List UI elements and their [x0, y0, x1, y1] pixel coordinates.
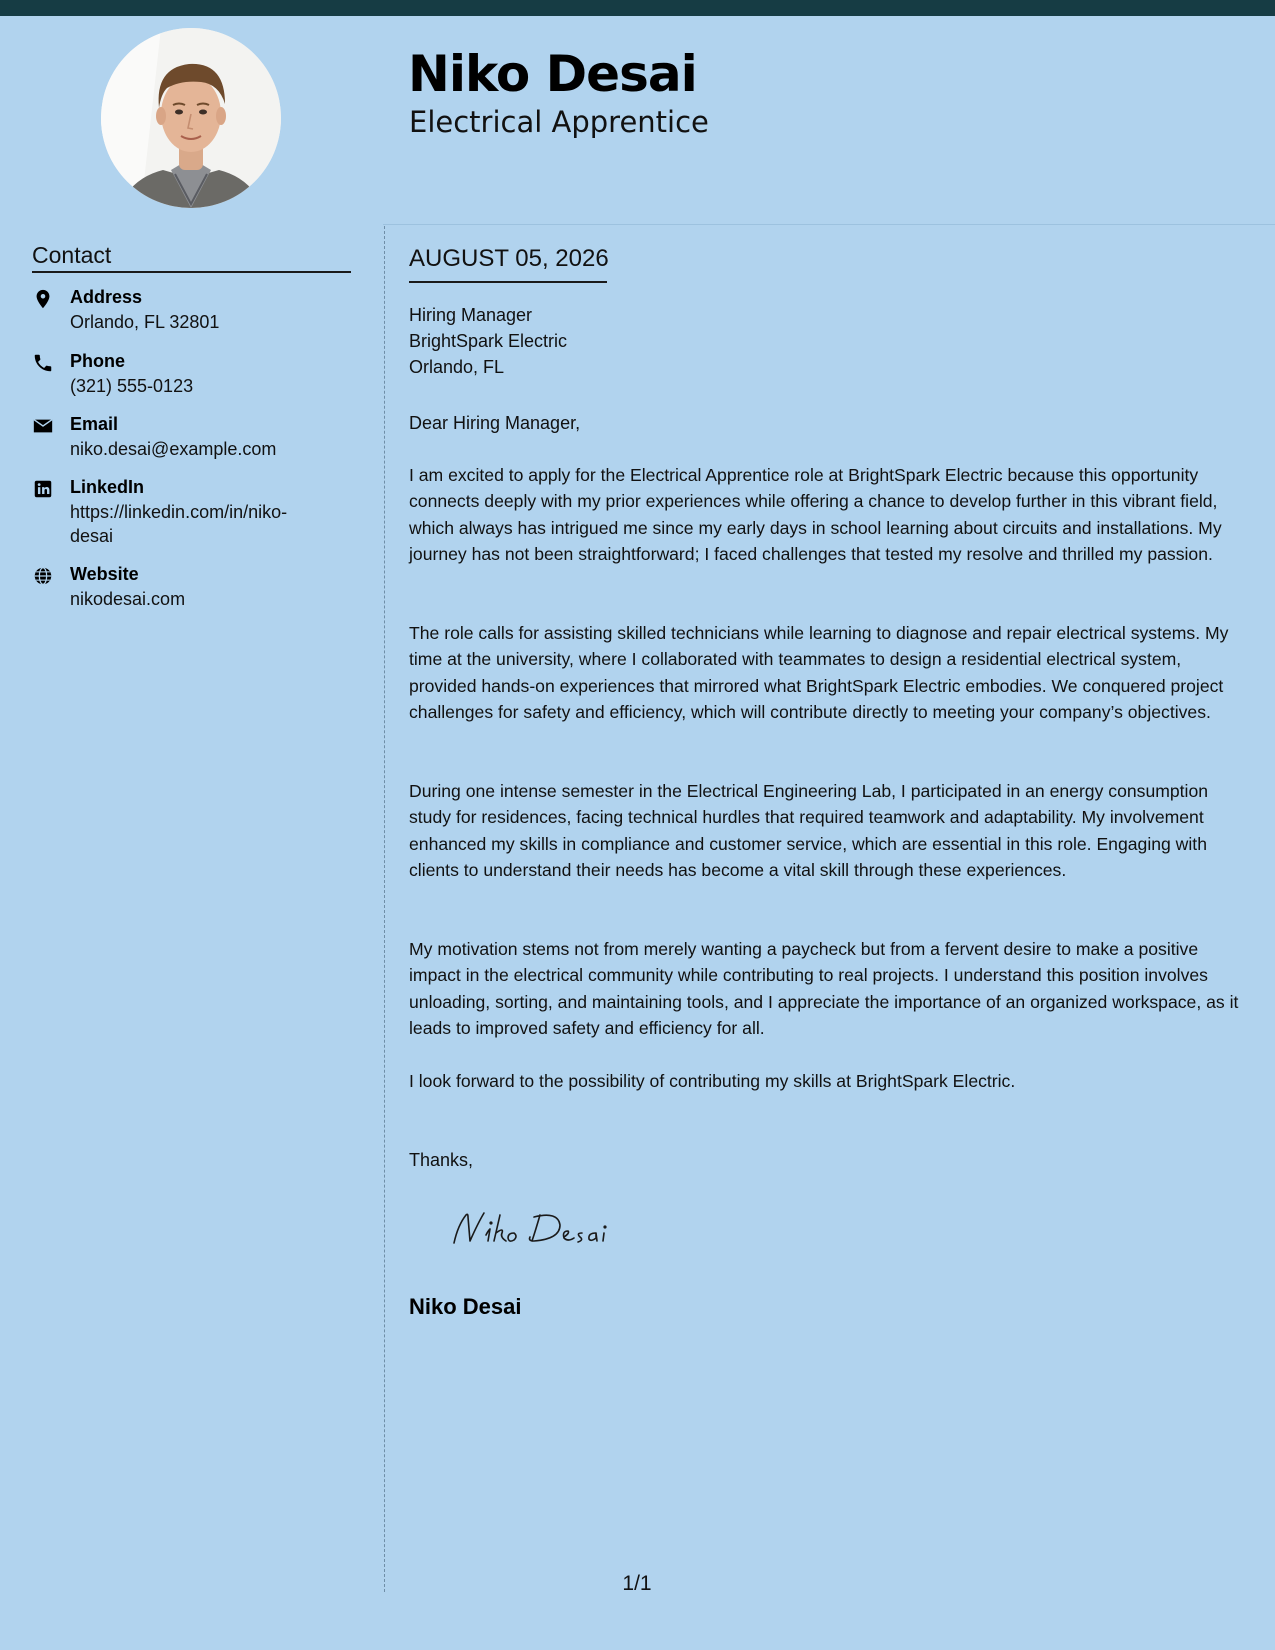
job-title: Electrical Apprentice	[409, 105, 709, 139]
letter-paragraph: I look forward to the possibility of contributing my skills at BrightSpark Electric.	[409, 1071, 1016, 1091]
profile-photo	[101, 28, 281, 208]
contact-value[interactable]: nikodesai.com	[70, 589, 186, 609]
contact-label: Phone	[70, 351, 126, 371]
contact-heading-underline	[32, 271, 351, 273]
phone-icon	[32, 352, 54, 374]
letter-paragraph: The role calls for assisting skilled technicians while learning to diagnose and repair electrical systems. My time at the university, where I collaborated with teammates to design a residential electrical system, provided hands-on experiences that mirrored what BrightSpark Electric embodies. We conquered project challenges for safety and efficiency, which will contribute directly to meeting your company’s objectives.	[409, 623, 1229, 723]
contact-value: Orlando, FL 32801	[70, 312, 220, 332]
recipient-line: Hiring Manager	[409, 305, 533, 325]
letter-paragraph: During one intense semester in the Electrical Engineering Lab, I participated in an energy consumption study for residences, facing technical hurdles that required teamwork and adaptability. My involvement enhanced my skills in compliance and customer service, which are essential in this role. Engaging with clients to understand their needs has become a vital skill through these experiences.	[409, 781, 1209, 881]
contact-label: LinkedIn	[70, 477, 145, 497]
contact-label: Website	[70, 564, 139, 584]
recipient-block	[409, 302, 567, 380]
letter-paragraph: My motivation stems not from merely wanting a paycheck but from a fervent desire to make a positive impact in the electrical community while contributing to real projects. I understand this position involves unloading, sorting, and maintaining tools, and I appreciate the importance of an organized workspace, as it leads to improved safety and efficiency for all.	[409, 939, 1239, 1039]
top-accent-bar	[0, 0, 1275, 16]
letter-paragraph: I am excited to apply for the Electrical Apprentice role at BrightSpark Electric because this opportunity connects deeply with my prior experiences while offering a chance to develop further in this vibrant field, which always has intrigued me since my early days in school learning about circuits and installations. My journey has not been straightforward; I faced challenges that tested my resolve and thrilled my passion.	[409, 465, 1222, 565]
salutation: Dear Hiring Manager,	[409, 413, 581, 433]
recipient-line: Orlando, FL	[409, 357, 505, 377]
contact-value[interactable]: https://linkedin.com/in/niko-desai	[70, 502, 288, 546]
applicant-name: Niko Desai	[408, 45, 697, 103]
map-pin-icon	[32, 288, 54, 310]
page-number: 1/1	[622, 1572, 652, 1595]
linkedin-icon	[32, 478, 54, 500]
recipient-line: BrightSpark Electric	[409, 331, 568, 351]
header-divider	[383, 224, 1275, 225]
contact-label: Email	[70, 414, 119, 434]
signer-name: Niko Desai	[409, 1294, 522, 1319]
contact-value: niko.desai@example.com	[70, 439, 277, 459]
contact-label: Address	[70, 287, 143, 307]
contact-value: (321) 555-0123	[70, 376, 194, 396]
closing: Thanks,	[409, 1150, 474, 1170]
envelope-icon	[32, 415, 54, 437]
handwritten-signature	[448, 1205, 648, 1255]
letter-date: AUGUST 05, 2026	[409, 245, 609, 272]
globe-icon	[32, 565, 54, 587]
column-divider	[384, 226, 385, 1592]
contact-heading: Contact	[32, 242, 112, 268]
date-underline	[409, 281, 607, 283]
